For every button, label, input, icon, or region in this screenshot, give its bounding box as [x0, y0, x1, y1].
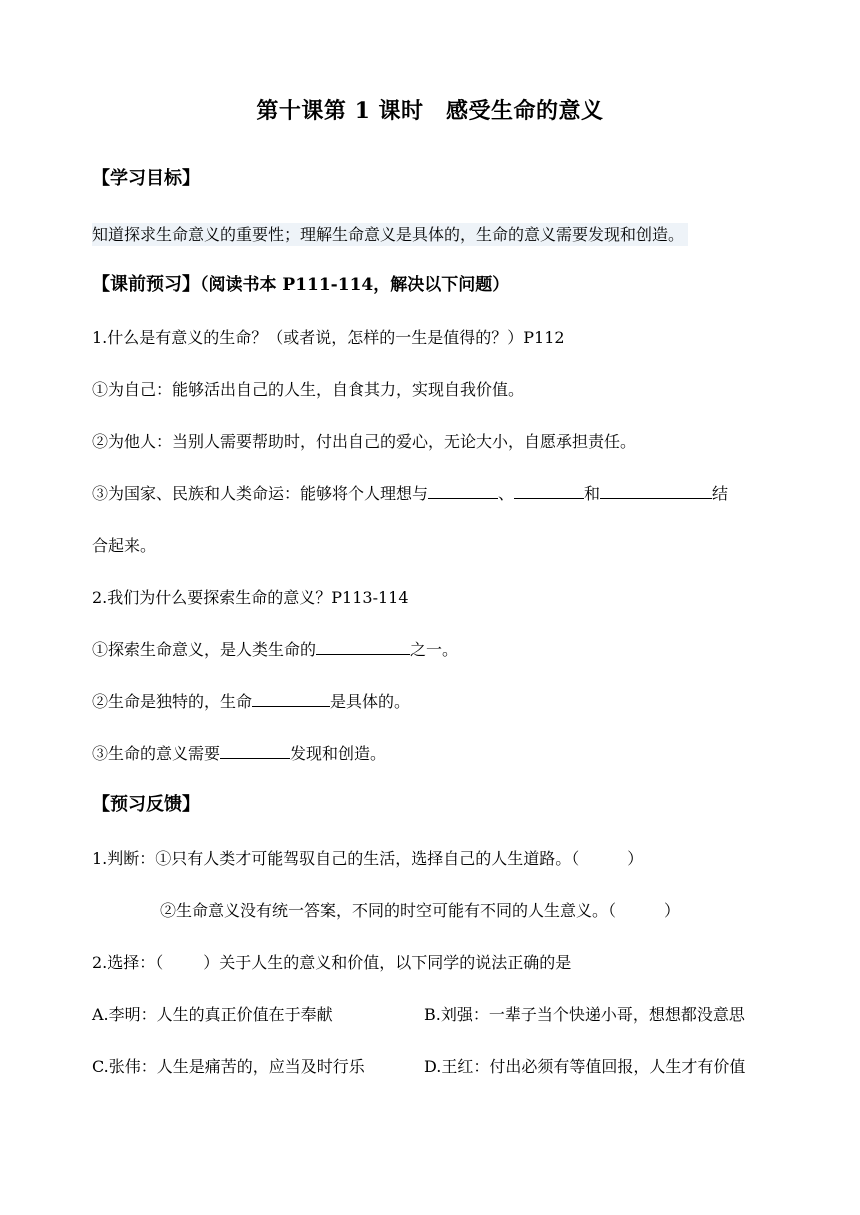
preview-q1-c — [92, 483, 728, 505]
choice-end: ）关于人生的意义和价值，以下同学的说法正确的是 — [203, 953, 572, 972]
judge-1-close: ） — [627, 849, 644, 868]
preview-q1: 1.什么是有意义的生命？（或者说，怎样的一生是值得的？）P112 — [92, 328, 565, 347]
feedback-choice — [92, 952, 571, 974]
q1-c-sep1: 、 — [498, 484, 515, 503]
preview-q1-c-cont: 合起来。 — [92, 536, 157, 555]
fill-blank[interactable] — [428, 483, 498, 499]
feedback-judge-2 — [160, 900, 680, 922]
preview-note: （阅读书本 P111-114，解决以下问题） — [200, 275, 510, 295]
preview-q2-c — [92, 743, 386, 765]
page-title: 第十课第 1 课时 感受生命的意义 — [256, 98, 604, 124]
feedback-heading: 【预习反馈】 — [92, 794, 200, 815]
q2-c-end: 发现和创造。 — [290, 744, 387, 763]
q1-c-end: 结 — [712, 484, 729, 503]
judge-1-text: ①只有人类才可能驾驭自己的生活，选择自己的人生道路。（ — [155, 849, 580, 868]
q2-c-start: ③生命的意义需要 — [92, 744, 221, 763]
judge-2-text: ②生命意义没有统一答案，不同的时空可能有不同的人生意义。（ — [160, 901, 617, 920]
q1-c-sep2: 和 — [584, 484, 601, 503]
goals-heading: 【学习目标】 — [92, 168, 200, 189]
goals-text-line — [92, 224, 688, 246]
option-c[interactable]: C.张伟：人生是痛苦的，应当及时行乐 — [92, 1057, 365, 1076]
fill-blank[interactable] — [316, 639, 410, 655]
judge-prefix: 1.判断： — [92, 849, 156, 868]
preview-q1-b: ②为他人：当别人需要帮助时，付出自己的爱心，无论大小，自愿承担责任。 — [92, 432, 637, 451]
q2-a-start: ①探索生命意义，是人类生命的 — [92, 640, 317, 659]
choice-start: 2.选择：（ — [92, 953, 164, 972]
option-d[interactable]: D.王红：付出必须有等值回报，人生才有价值 — [424, 1057, 746, 1076]
preview-heading-line — [92, 274, 509, 296]
q2-b-start: ②生命是独特的，生命 — [92, 692, 253, 711]
preview-q2-b — [92, 691, 410, 713]
q2-a-end: 之一。 — [410, 640, 459, 659]
preview-q2: 2.我们为什么要探索生命的意义？P113-114 — [92, 588, 409, 607]
q1-c-start: ③为国家、民族和人类命运：能够将个人理想与 — [92, 484, 429, 503]
goals-text: 知道探求生命意义的重要性；理解生命意义是具体的，生命的意义需要发现和创造。 — [92, 223, 688, 246]
fill-blank[interactable] — [514, 483, 584, 499]
judge-2-close: ） — [664, 901, 681, 920]
feedback-judge-1 — [92, 848, 643, 870]
q2-b-end: 是具体的。 — [330, 692, 411, 711]
preview-q2-a — [92, 639, 458, 661]
preview-heading: 【课前预习】 — [92, 274, 200, 295]
fill-blank[interactable] — [600, 483, 712, 499]
fill-blank[interactable] — [220, 743, 290, 759]
preview-q1-a: ①为自己：能够活出自己的人生，自食其力，实现自我价值。 — [92, 380, 525, 399]
fill-blank[interactable] — [252, 691, 330, 707]
option-a[interactable]: A.李明：人生的真正价值在于奉献 — [92, 1005, 333, 1024]
option-b[interactable]: B.刘强：一辈子当个快递小哥，想想都没意思 — [424, 1005, 745, 1024]
